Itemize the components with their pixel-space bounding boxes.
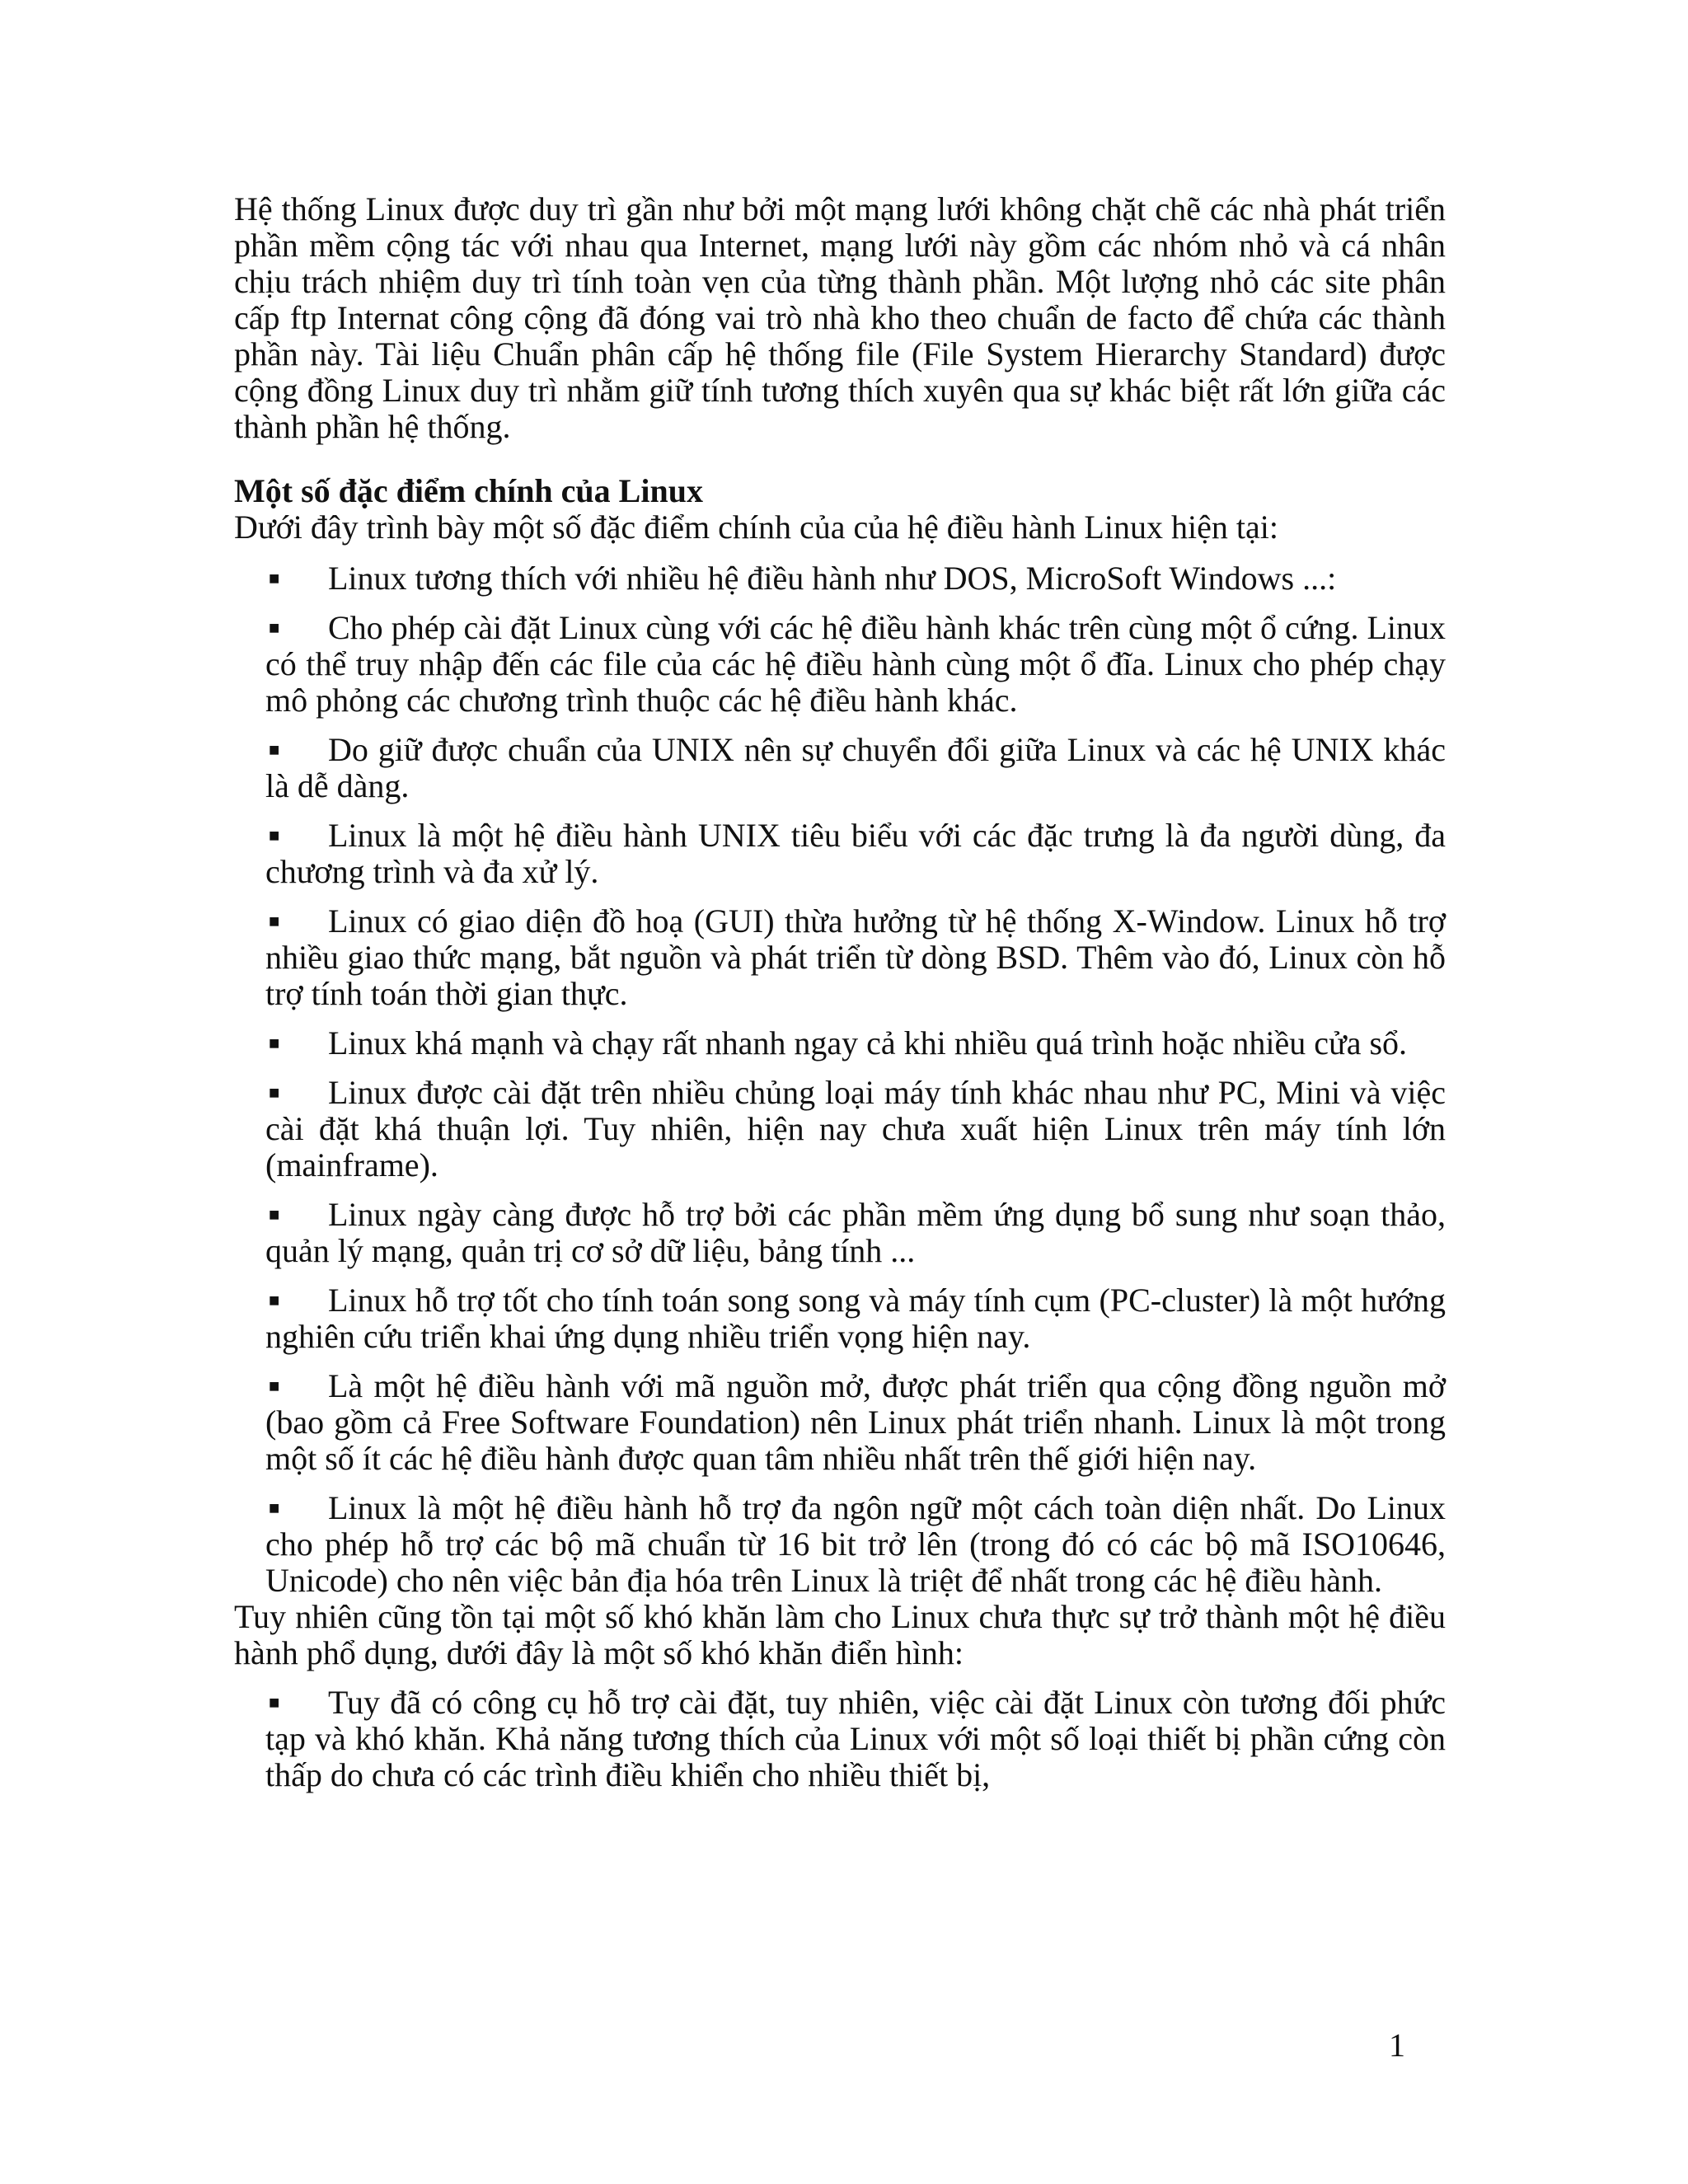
list-item [265, 903, 1446, 1012]
list-item [265, 1490, 1446, 1599]
list-item-text: Linux có giao diện đồ hoạ (GUI) thừa hưởng từ hệ thống X-Window. Linux hỗ trợ nhiều giao thức mạng, bắt nguồn và phát triển từ dòng BSD. Thêm vào đó, Linux còn hỗ trợ tính toán thời gian thực. [265, 902, 1446, 1012]
page-number: 1 [1389, 2027, 1405, 2064]
list-item [265, 1025, 1446, 1062]
list-item [265, 1685, 1446, 1793]
section-heading: Một số đặc điểm chính của Linux [234, 472, 703, 509]
bullet-icon: ■ [269, 911, 280, 931]
list-item-text: Linux khá mạnh và chạy rất nhanh ngay cả khi nhiều quá trình hoặc nhiều cửa sổ. [328, 1024, 1408, 1062]
list-item-text: Linux ngày càng được hỗ trợ bởi các phần mềm ứng dụng bổ sung như soạn thảo, quản lý mạng, quản trị cơ sở dữ liệu, bảng tính ... [265, 1196, 1446, 1269]
bullet-icon: ■ [269, 617, 280, 638]
list-item-text: Linux hỗ trợ tốt cho tính toán song song và máy tính cụm (PC-cluster) là một hướng nghiên cứu triển khai ứng dụng nhiều triển vọng hiện nay. [265, 1282, 1446, 1355]
list-item [265, 1075, 1446, 1183]
page-content [234, 191, 1446, 1793]
list-item [265, 1282, 1446, 1355]
bullet-icon: ■ [269, 1290, 280, 1310]
bullet-icon: ■ [269, 1497, 280, 1518]
features-intro: Dưới đây trình bày một số đặc điểm chính của của hệ điều hành Linux hiện tại: [234, 509, 1278, 546]
bullet-icon: ■ [269, 568, 280, 588]
list-item-text: Do giữ được chuẩn của UNIX nên sự chuyển đổi giữa Linux và các hệ UNIX khác là dễ dàng. [265, 731, 1446, 804]
list-item [265, 560, 1446, 597]
list-item [265, 1368, 1446, 1477]
bullet-icon: ■ [269, 1204, 280, 1225]
list-item-text: Linux tương thích với nhiều hệ điều hành như DOS, MicroSoft Windows ...: [328, 560, 1337, 597]
list-item-text: Cho phép cài đặt Linux cùng với các hệ điều hành khác trên cùng một ổ cứng. Linux có thể truy nhập đến các file của các hệ điều hành cùng một ổ đĩa. Linux cho phép chạy mô phỏng các chương trình thuộc các hệ điều hành khác. [265, 609, 1446, 719]
list-item-text: Là một hệ điều hành với mã nguồn mở, được phát triển qua cộng đồng nguồn mở (bao gồm cả Free Software Foundation) nên Linux phát triển nhanh. Linux là một trong một số ít các hệ điều hành được quan tâm nhiều nhất trên thế giới hiện nay. [265, 1367, 1446, 1477]
bullet-icon: ■ [269, 1082, 280, 1103]
list-item [265, 1197, 1446, 1269]
bullet-icon: ■ [269, 825, 280, 846]
difficulties-intro: Tuy nhiên cũng tồn tại một số khó khăn làm cho Linux chưa thực sự trở thành một hệ điều hành phổ dụng, dưới đây là một số khó khăn điển hình: [234, 1598, 1446, 1671]
bullet-icon: ■ [269, 1033, 280, 1053]
list-item [265, 818, 1446, 890]
bullet-icon: ■ [269, 1692, 280, 1713]
list-item [265, 610, 1446, 719]
difficulties-list [234, 1685, 1446, 1793]
list-item-text: Linux được cài đặt trên nhiều chủng loại máy tính khác nhau như PC, Mini và việc cài đặt khá thuận lợi. Tuy nhiên, hiện nay chưa xuất hiện Linux trên máy tính lớn (mainframe). [265, 1074, 1446, 1183]
list-item-text: Tuy đã có công cụ hỗ trợ cài đặt, tuy nhiên, việc cài đặt Linux còn tương đối phức tạp và khó khăn. Khả năng tương thích của Linux với một số loại thiết bị phần cứng còn thấp do chưa có các trình điều khiển cho nhiều thiết bị, [265, 1684, 1446, 1793]
list-item [265, 732, 1446, 804]
bullet-icon: ■ [269, 1376, 280, 1396]
bullet-icon: ■ [269, 739, 280, 760]
intro-paragraph: Hệ thống Linux được duy trì gần như bởi một mạng lưới không chặt chẽ các nhà phát triển phần mềm cộng tác với nhau qua Internet, mạng lưới này gồm các nhóm nhỏ và cá nhân chịu trách nhiệm duy trì tính toàn vẹn của từng thành phần. Một lượng nhỏ các site phân cấp ftp Internat công cộng đã đóng vai trò nhà kho theo chuẩn de facto để chứa các thành phần này. Tài liệu Chuẩn phân cấp hệ thống file (File System Hierarchy Standard) được cộng đồng Linux duy trì nhằm giữ tính tương thích xuyên qua sự khác biệt rất lớn giữa các thành phần hệ thống. [234, 190, 1446, 445]
list-item-text: Linux là một hệ điều hành hỗ trợ đa ngôn ngữ một cách toàn diện nhất. Do Linux cho phép hỗ trợ các bộ mã chuẩn từ 16 bit trở lên (trong đó có các bộ mã ISO10646, Unicode) cho nên việc bản địa hóa trên Linux là triệt để nhất trong các hệ điều hành. [265, 1489, 1446, 1599]
features-list [234, 560, 1446, 1599]
list-item-text: Linux là một hệ điều hành UNIX tiêu biểu với các đặc trưng là đa người dùng, đa chương trình và đa xử lý. [265, 817, 1446, 890]
